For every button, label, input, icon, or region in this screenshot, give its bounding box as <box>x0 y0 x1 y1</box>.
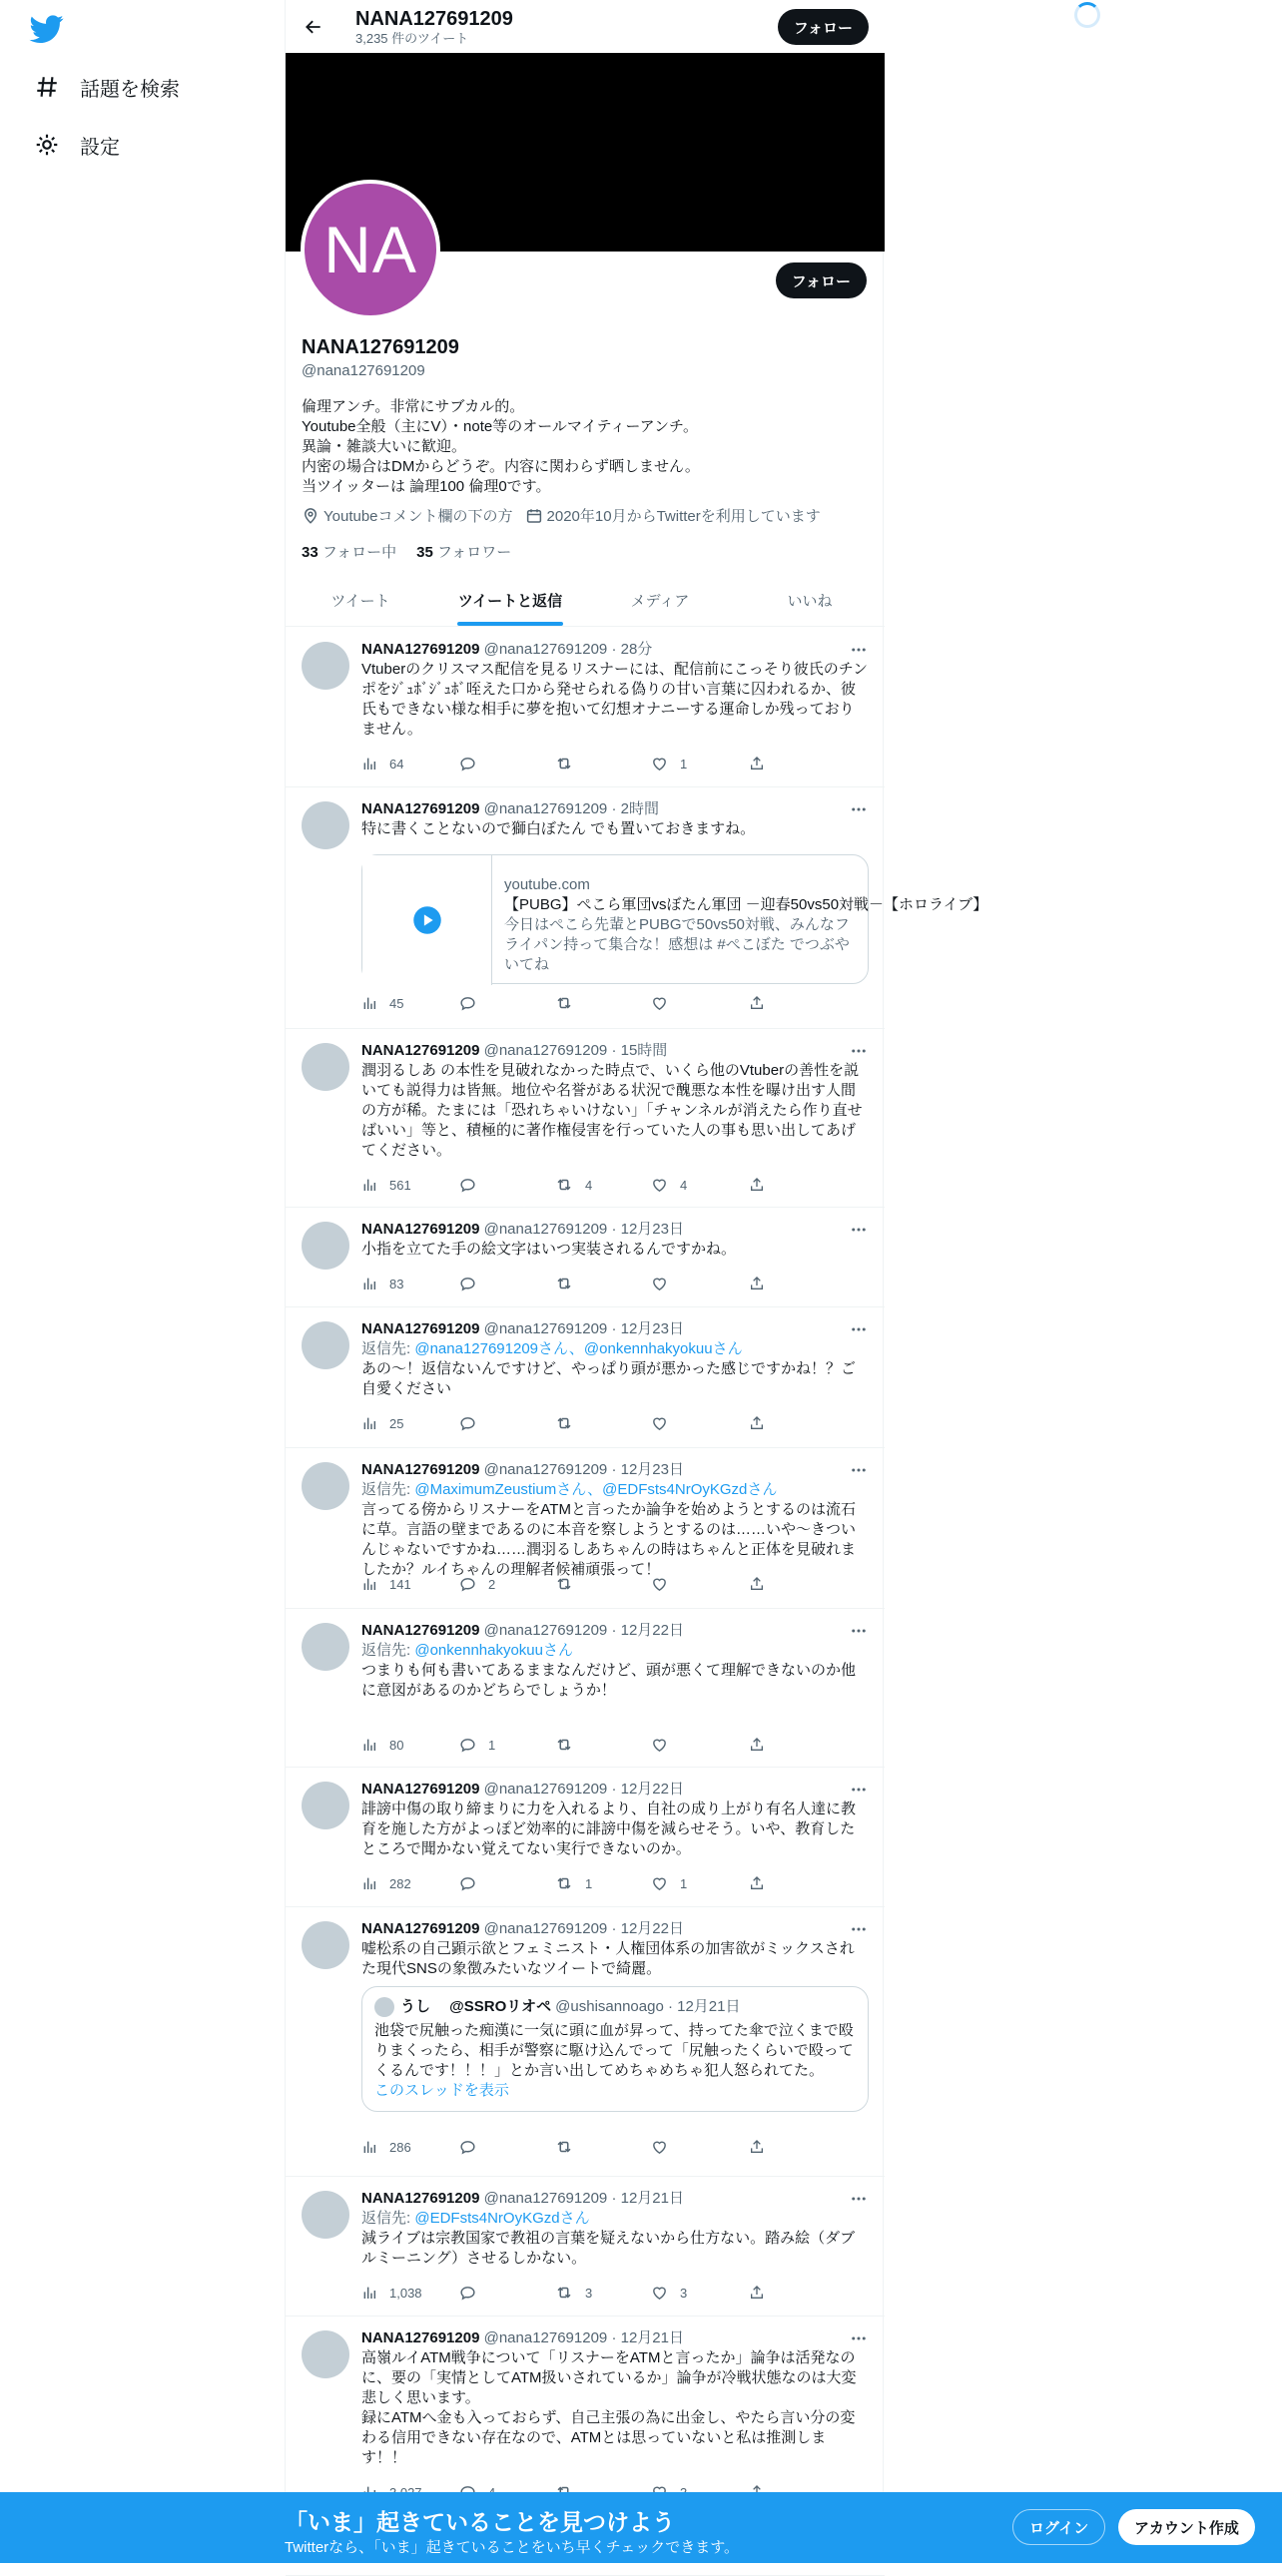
reply-icon <box>459 1276 476 1292</box>
reply-button[interactable] <box>459 1177 555 1194</box>
tweet-text: 誹謗中傷の取り締まりに力を入れるより、自社の成り上がり有名人達に教育を施した方がよっぽど効率的に誹謗中傷を減らせそう。いや、教育したところで聞かない覚えてない実行できないのか。 <box>361 1801 857 1857</box>
reply-to-mentions[interactable]: @onkennhakyokuuさん <box>414 1642 573 1659</box>
retweet-icon <box>555 2284 573 2302</box>
tweet[interactable] <box>286 1307 885 1448</box>
heart-icon <box>651 1276 668 1292</box>
views-button[interactable]: 80 <box>361 1737 459 1753</box>
profile-joined <box>525 505 821 526</box>
views-chart-icon <box>361 1576 377 1592</box>
tweet-author-name[interactable]: NANA127691209 <box>361 1042 480 1059</box>
tweet-more-button[interactable] <box>849 799 869 819</box>
tweet-handle-time[interactable]: @nana127691209 · 12月23日 <box>483 1461 684 1478</box>
tweet-body <box>361 1319 869 1399</box>
quoted-avatar <box>374 1997 394 2017</box>
retweet-icon <box>555 1275 573 1292</box>
reply-icon <box>459 1576 476 1593</box>
tweet-text: 潤羽るしあ の本性を見破れなかった時点で、いくら他のVtuberの善性を説いても説得力は皆無。地位や名誉がある状況で醜悪な本性を曝け出す人間の方が稀。たまには「恐れちゃいけない」「チャンネルが消えたら作り直せばいい」等と、積極的に著作権侵害を行っていた人の事も思い出してあげてください。 <box>361 1062 863 1159</box>
share-icon <box>749 1177 765 1193</box>
tweet-header <box>361 1919 869 1939</box>
tweet-handle-time[interactable]: @nana127691209 · 12月21日 <box>483 2329 684 2346</box>
profile-meta <box>302 505 833 526</box>
tweet-handle-time[interactable]: @nana127691209 · 12月23日 <box>483 1221 684 1238</box>
reply-button[interactable]: 1 <box>459 1737 555 1754</box>
tweet-text: つまりも何も書いてあるままなんだけど、頭が悪くて理解できないのか他に意図があるのかどちらでしょうか！ <box>361 1662 857 1699</box>
tweet-actions <box>361 994 777 1012</box>
tweet-more-button[interactable] <box>849 1041 869 1061</box>
tweet-header <box>361 640 869 660</box>
heart-icon <box>651 1177 668 1194</box>
profile-tabs <box>286 574 885 627</box>
tweet-more-button[interactable] <box>849 1919 869 1939</box>
nav-explore-label: 話題を検索 <box>80 78 180 101</box>
views-button[interactable]: 45 <box>361 995 459 1011</box>
retweet-button[interactable] <box>555 2138 651 2156</box>
tweet-body <box>361 640 869 740</box>
arrow-left-icon <box>304 17 323 37</box>
tweet-author-name[interactable]: NANA127691209 <box>361 1781 480 1798</box>
tweet-reply-to: 返信先: @nana127691209さん、@onkennhakyokuuさん <box>361 1340 743 1357</box>
heart-icon <box>651 1576 668 1593</box>
tweet-header <box>361 1460 869 1480</box>
quoted-tweet[interactable] <box>361 1986 869 2112</box>
quoted-handle-time: @ushisannoago · 12月21日 <box>555 1998 741 2015</box>
tweet-actions <box>361 1874 777 1892</box>
back-button[interactable] <box>296 9 331 45</box>
heart-icon <box>651 2285 668 2302</box>
signup-banner-title: 「いま」起きていることを見つけよう <box>285 2509 675 2535</box>
tweet-text: 言ってる傍からリスナーをATMと言ったか論争を始めようとするのは流石に草。言語の壁まであるのに本音を察しようとするのは……いや～きついんじゃないですかね……潤羽るしあちゃんの時はちゃんと正体を見破れましたか？ルイちゃんの理解者候補頑張って！ <box>361 1501 857 1578</box>
more-dots-icon <box>850 1221 868 1239</box>
profile-joined-text: 2020年10月からTwitterを利用しています <box>546 508 821 525</box>
views-chart-icon <box>361 2139 377 2155</box>
tweet-handle-time[interactable]: @nana127691209 · 12月23日 <box>483 1320 684 1337</box>
more-dots-icon <box>850 2329 868 2347</box>
tweet-avatar[interactable] <box>302 1043 349 1091</box>
views-chart-icon <box>361 2285 377 2301</box>
like-button[interactable] <box>651 2139 749 2156</box>
profile-column <box>285 0 988 2563</box>
more-dots-icon <box>850 1920 868 1938</box>
views-button[interactable]: 141 <box>361 1576 459 1592</box>
tweet-more-button[interactable] <box>849 1460 869 1480</box>
tweet-body <box>361 1621 869 1701</box>
card-title: 【PUBG】ぺこら軍団vsぼたん軍団 －迎春50vs50対戦－【ホロライブ】 <box>504 896 988 913</box>
tweet[interactable] <box>286 1768 885 1907</box>
tweet-author-name[interactable]: NANA127691209 <box>361 1920 480 1937</box>
heart-icon <box>651 1737 668 1754</box>
quoted-author-name: うし @SSROリオペ <box>400 1998 552 2015</box>
share-button[interactable] <box>749 1276 777 1291</box>
tweet[interactable] <box>286 1208 885 1307</box>
signup-banner <box>0 2492 1282 2563</box>
tweet-actions <box>361 1414 777 1432</box>
tweet-handle-time[interactable]: @nana127691209 · 12月22日 <box>483 1920 684 1937</box>
more-dots-icon <box>850 1781 868 1799</box>
views-chart-icon <box>361 1276 377 1291</box>
retweet-button[interactable] <box>555 1575 651 1593</box>
reply-button[interactable] <box>459 1875 555 1892</box>
share-button[interactable] <box>749 756 777 772</box>
share-icon <box>749 995 765 1011</box>
tweet-body <box>361 1220 869 1260</box>
tweet-body <box>361 799 869 839</box>
tweet[interactable] <box>286 1609 885 1768</box>
share-icon <box>749 1875 765 1891</box>
tweet-avatar[interactable] <box>302 1921 349 1969</box>
tweet-header <box>361 1780 869 1800</box>
tweet[interactable] <box>286 1907 885 2177</box>
reply-icon <box>459 1737 476 1754</box>
tweet-more-button[interactable] <box>849 1319 869 1339</box>
tweet-author-name[interactable]: NANA127691209 <box>361 1320 480 1337</box>
nav-settings-label: 設定 <box>80 136 120 159</box>
share-icon <box>749 2139 765 2155</box>
link-card[interactable] <box>361 854 988 984</box>
tweet-avatar[interactable] <box>302 1623 349 1671</box>
tweet-header <box>361 799 869 819</box>
tweet-reply-to: 返信先: @onkennhakyokuuさん <box>361 1642 573 1659</box>
quoted-text: 池袋で尻触った痴漢に一気に頭に血が昇って、持ってた傘で泣くまで殴りまくったら、相手が警察に駆け込んでって「尻触ったくらいで殴ってくるんです！！！」とか言い出してめちゃめちゃ犯人怒られてた。 <box>374 2022 854 2079</box>
heart-icon <box>651 995 668 1012</box>
tweet-more-button[interactable] <box>849 1220 869 1240</box>
tweet-text: 小指を立てた手の絵文字はいつ実装されるんですかね。 <box>361 1241 737 1258</box>
card-description: 今日はぺこら先輩とPUBGで50vs50対戦、みんなフライパン持って集合な！感想は #ぺこぼた でつぶやいてね <box>504 916 850 973</box>
signup-banner-subtitle: Twitterなら、「いま」起きていることをいち早くチェックできます。 <box>285 2539 740 2556</box>
tweet-body <box>361 2328 869 2468</box>
share-button[interactable] <box>749 1415 777 1431</box>
tweet-body <box>361 1919 869 1979</box>
tab-tweets-and-replies[interactable]: ツイートと返信 <box>435 574 585 626</box>
tweet-actions <box>361 2138 777 2156</box>
profile-header-bar <box>286 0 885 53</box>
retweet-icon <box>555 1414 573 1432</box>
tweet-text: 特に書くことないので獅白ぼたん でも置いておきますね。 <box>361 820 756 837</box>
heart-icon <box>651 1415 668 1432</box>
reply-to-mentions[interactable]: @EDFsts4NrOyKGzdさん <box>414 2210 590 2227</box>
tweet-avatar[interactable] <box>302 1782 349 1829</box>
like-button[interactable] <box>651 1276 749 1292</box>
views-button[interactable]: 83 <box>361 1276 459 1291</box>
retweet-icon <box>555 1176 573 1194</box>
reply-icon <box>459 1415 476 1432</box>
share-button[interactable] <box>749 2285 777 2301</box>
reply-icon <box>459 756 476 773</box>
tweet-actions <box>361 1575 777 1593</box>
tweet[interactable] <box>286 2177 885 2317</box>
tweet-header <box>361 1621 869 1641</box>
signup-button[interactable]: アカウント作成 <box>1118 2509 1255 2545</box>
tweet-author-name[interactable]: NANA127691209 <box>361 1622 480 1639</box>
tweet-header <box>361 2189 869 2209</box>
tweet-handle-time[interactable]: @nana127691209 · 12月22日 <box>483 1622 684 1639</box>
views-chart-icon <box>361 1737 377 1753</box>
header-follow-button[interactable]: フォロー <box>778 9 869 45</box>
tweet-text: 高嶺ルイATM戦争について「リスナーをATMと言ったか」論争は活発なのに、要の「実情としてATM扱いされているか」論争が冷戦状態なのは大変悲しく思います。 録にATMへ金も入っておらず、自己主張の為に出金し、やたら言い分の変わる信用できない存在なので、ATMとは思っていないと私は推測します！！ <box>361 2349 857 2466</box>
profile-location <box>302 505 513 526</box>
reply-icon <box>459 2139 476 2156</box>
like-button[interactable] <box>651 1576 749 1593</box>
share-button[interactable] <box>749 1875 777 1891</box>
show-thread-link[interactable]: このスレッドを表示 <box>374 2082 509 2099</box>
tweet-handle-time[interactable]: @nana127691209 · 12月22日 <box>483 1781 684 1798</box>
tweet-avatar[interactable] <box>302 1222 349 1270</box>
views-chart-icon <box>361 1415 377 1431</box>
retweet-button[interactable]: 3 <box>555 2284 651 2302</box>
tweet-body <box>361 2189 869 2269</box>
retweet-button[interactable]: 1 <box>555 1874 651 1892</box>
tweet-more-button[interactable] <box>849 1780 869 1800</box>
tweet[interactable] <box>286 628 885 787</box>
reply-to-mentions[interactable]: @nana127691209さん、@onkennhakyokuuさん <box>414 1340 743 1357</box>
tweet-actions <box>361 755 777 773</box>
heart-icon <box>651 1875 668 1892</box>
profile-follow-button[interactable]: フォロー <box>776 262 867 298</box>
share-icon <box>749 1576 765 1592</box>
retweet-icon <box>555 1874 573 1892</box>
tweet-avatar[interactable] <box>302 642 349 690</box>
tweet-text: あの～！返信ないんですけど、やっぱり頭が悪かった感じですかね！？ご自愛ください <box>361 1360 857 1397</box>
tweet-actions <box>361 1176 777 1194</box>
tweet-author-name[interactable]: NANA127691209 <box>361 1461 480 1478</box>
like-button[interactable] <box>651 1737 749 1754</box>
tweet-actions <box>361 1275 777 1292</box>
retweet-button[interactable] <box>555 755 651 773</box>
tweet-author-name[interactable]: NANA127691209 <box>361 2329 480 2346</box>
tweet[interactable] <box>286 787 988 1029</box>
tweet-reply-to: 返信先: @EDFsts4NrOyKGzdさん <box>361 2210 590 2227</box>
tweet-author-name[interactable]: NANA127691209 <box>361 800 480 817</box>
tweet-body <box>361 1041 869 1161</box>
tweet-header <box>361 2328 869 2348</box>
retweet-button[interactable] <box>555 1736 651 1754</box>
nav-explore[interactable] <box>34 67 180 107</box>
header-tweet-count: 3,235 件のツイート <box>355 30 469 46</box>
more-dots-icon <box>850 1042 868 1060</box>
tweet-more-button[interactable] <box>849 2328 869 2348</box>
retweet-icon <box>555 1736 573 1754</box>
profile-avatar[interactable]: NA <box>301 180 440 319</box>
tweet-handle-time[interactable]: @nana127691209 · 28分 <box>483 641 653 658</box>
location-pin-icon <box>302 507 320 525</box>
tab-media[interactable]: メディア <box>630 592 690 610</box>
like-button[interactable]: 3 <box>651 2285 749 2302</box>
reply-icon <box>459 2285 476 2302</box>
profile-counts <box>302 541 531 562</box>
reply-button[interactable] <box>459 2139 555 2156</box>
profile-location-text: Youtubeコメント欄の下の方 <box>323 508 513 525</box>
retweet-button[interactable]: 4 <box>555 1176 651 1194</box>
twitter-bird-icon[interactable] <box>30 12 64 46</box>
hashtag-icon <box>34 74 60 100</box>
reply-icon <box>459 1875 476 1892</box>
views-button[interactable]: 1,038 <box>361 2285 459 2301</box>
following-link[interactable]: 33 フォロー中 <box>302 544 397 561</box>
retweet-button[interactable] <box>555 994 651 1012</box>
retweet-button[interactable] <box>555 1275 651 1292</box>
tweet[interactable] <box>286 1029 885 1208</box>
nav-settings[interactable] <box>34 125 120 165</box>
share-icon <box>749 1415 765 1431</box>
tweet-handle-time[interactable]: @nana127691209 · 2時間 <box>483 800 659 817</box>
share-button[interactable] <box>749 1737 777 1753</box>
login-button[interactable]: ログイン <box>1012 2509 1105 2545</box>
tab-likes[interactable]: いいね <box>787 592 833 610</box>
views-chart-icon <box>361 1177 377 1193</box>
tweet-more-button[interactable] <box>849 640 869 660</box>
views-chart-icon <box>361 995 377 1011</box>
reply-button[interactable] <box>459 756 555 773</box>
retweet-button[interactable] <box>555 1414 651 1432</box>
tweet-author-name[interactable]: NANA127691209 <box>361 1221 480 1238</box>
like-button[interactable]: 1 <box>651 1875 749 1892</box>
retweet-icon <box>555 755 573 773</box>
like-button[interactable] <box>651 995 749 1012</box>
tweet-author-name[interactable]: NANA127691209 <box>361 2190 480 2207</box>
tweet[interactable] <box>286 1448 885 1609</box>
more-dots-icon <box>850 1461 868 1479</box>
share-icon <box>749 756 765 772</box>
card-thumbnail <box>362 855 492 985</box>
more-dots-icon <box>850 800 868 818</box>
tweet-reply-to: 返信先: @MaximumZeustiumさん、@EDFsts4NrOyKGzdさん <box>361 1481 778 1498</box>
more-dots-icon <box>850 1320 868 1338</box>
heart-icon <box>651 2139 668 2156</box>
reply-button[interactable]: 2 <box>459 1576 555 1593</box>
like-button[interactable]: 4 <box>651 1177 749 1194</box>
tweet-avatar[interactable] <box>302 2191 349 2239</box>
more-dots-icon <box>850 1622 868 1640</box>
followers-link[interactable]: 35 フォロワー <box>416 544 512 561</box>
tweet-text: 減ライブは宗教国家で教祖の言葉を疑えないから仕方ない。踏み絵（ダブルミーニング）させるしかない。 <box>361 2230 856 2267</box>
tweet-more-button[interactable] <box>849 2189 869 2209</box>
tweet-author-name[interactable]: NANA127691209 <box>361 641 480 658</box>
share-button[interactable] <box>749 2139 777 2155</box>
like-button[interactable] <box>651 1415 749 1432</box>
views-chart-icon <box>361 756 377 772</box>
tab-tweets[interactable]: ツイート <box>330 592 390 610</box>
more-dots-icon <box>850 2190 868 2208</box>
tweet-more-button[interactable] <box>849 1621 869 1641</box>
play-icon <box>412 905 442 935</box>
reply-button[interactable] <box>459 2285 555 2302</box>
more-dots-icon <box>850 641 868 659</box>
tweet-text: 嘘松系の自己顕示欲とフェミニスト・人権団体系の加害欲がミックスされた現代SNSの象徴みたいなツイートで綺麗。 <box>361 1940 855 1977</box>
profile-name: NANA127691209 <box>302 336 459 358</box>
profile-bio: 倫理アンチ。非常にサブカル的。 Youtube全般（主にV）・note等のオールマイティーアンチ。 異論・雑談大いに歓迎。 内密の場合はDMからどうぞ。内容に関わらず晒しません。 当ツイッターは 論理100 倫理0です。 <box>302 398 700 495</box>
views-button[interactable]: 25 <box>361 1415 459 1431</box>
tweet-handle-time[interactable]: @nana127691209 · 12月21日 <box>483 2190 684 2207</box>
like-button[interactable]: 1 <box>651 756 749 773</box>
share-icon <box>749 1276 765 1291</box>
tweet-avatar[interactable] <box>302 801 349 849</box>
views-button[interactable]: 282 <box>361 1875 459 1891</box>
retweet-icon <box>555 994 573 1012</box>
share-icon <box>749 2285 765 2301</box>
tweet-header <box>361 1041 869 1061</box>
reply-button[interactable] <box>459 1415 555 1432</box>
share-icon <box>749 1737 765 1753</box>
retweet-icon <box>555 1575 573 1593</box>
header-name: NANA127691209 <box>355 7 513 30</box>
tweet-avatar[interactable] <box>302 1321 349 1369</box>
tweet-avatar[interactable] <box>302 1462 349 1510</box>
tweet-body <box>361 1780 869 1859</box>
calendar-icon <box>525 507 543 525</box>
heart-icon <box>651 756 668 773</box>
reply-button[interactable] <box>459 995 555 1012</box>
tweet-actions <box>361 1736 777 1754</box>
tweet-text: Vtuberのクリスマス配信を見るリスナーには、配信前にこっそり彼氏のチンポをｼﾞｭﾎﾞｼﾞｭﾎﾞ咥えた口から発せられる偽りの甘い言葉に囚われるか、彼氏もできない様な相手に夢を抱いて幻想オナニーする運命しか残っておりません。 <box>361 661 868 738</box>
tweet-handle-time[interactable]: @nana127691209 · 15時間 <box>483 1042 668 1059</box>
profile-handle: @nana127691209 <box>302 362 425 379</box>
reply-to-mentions[interactable]: @MaximumZeustiumさん、@EDFsts4NrOyKGzdさん <box>414 1481 778 1498</box>
share-button[interactable] <box>749 1177 777 1193</box>
reply-button[interactable] <box>459 1276 555 1292</box>
views-button[interactable]: 64 <box>361 756 459 772</box>
tweet-header <box>361 1319 869 1339</box>
views-button[interactable]: 561 <box>361 1177 459 1193</box>
tweet-avatar[interactable] <box>302 2330 349 2378</box>
tweet-body <box>361 1460 869 1580</box>
retweet-icon <box>555 2138 573 2156</box>
share-button[interactable] <box>749 1576 777 1592</box>
gear-icon <box>34 132 60 158</box>
card-domain: youtube.com <box>504 876 590 893</box>
tweet-header <box>361 1220 869 1240</box>
tweet-actions <box>361 2284 777 2302</box>
loading-spinner-icon <box>1074 2 1100 28</box>
views-chart-icon <box>361 1875 377 1891</box>
views-button[interactable]: 286 <box>361 2139 459 2155</box>
reply-icon <box>459 1177 476 1194</box>
reply-icon <box>459 995 476 1012</box>
share-button[interactable] <box>749 995 777 1011</box>
